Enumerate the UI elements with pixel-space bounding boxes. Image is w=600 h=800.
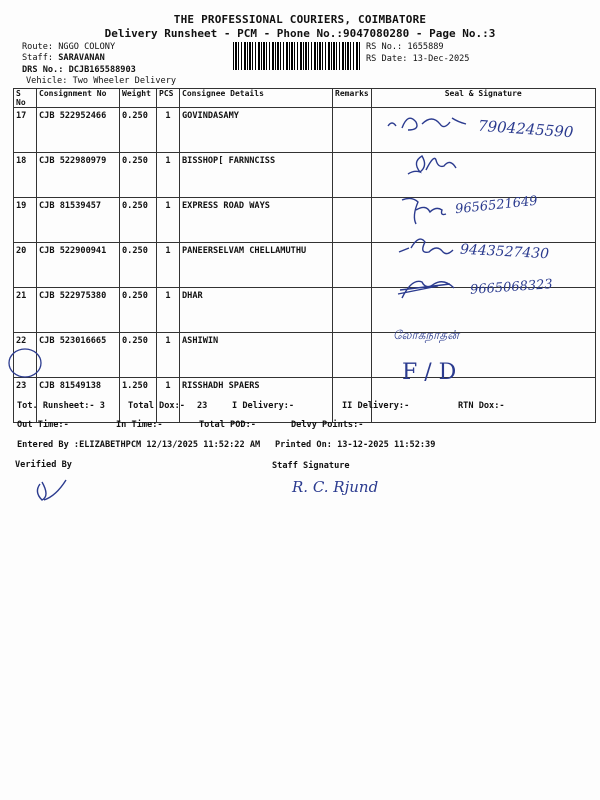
cell-consignment: CJB 522975380 <box>37 288 120 333</box>
total-dox-label: Total Dox:- <box>128 401 185 411</box>
cell-pcs: 1 <box>157 288 180 333</box>
staff-signature-label: Staff Signature <box>272 461 350 471</box>
cell-remarks <box>333 333 372 378</box>
cell-consignment: CJB 522980979 <box>37 153 120 198</box>
cell-consignee: BISSHOP[ FARNNCISS <box>180 153 333 198</box>
cell-pcs: 1 <box>157 333 180 378</box>
cell-pcs: 1 <box>157 378 180 423</box>
cell-weight: 0.250 <box>120 243 157 288</box>
cell-weight: 0.250 <box>120 333 157 378</box>
handwritten-phone: 7904245590 <box>477 116 574 142</box>
table-header-row <box>14 89 596 108</box>
table-row <box>14 378 596 423</box>
col-remarks: Remarks <box>333 89 372 108</box>
cell-sno: 19 <box>14 198 37 243</box>
cell-weight: 0.250 <box>120 198 157 243</box>
cell-sno: 23 <box>14 378 37 423</box>
staff-line <box>22 53 105 63</box>
printed-on: Printed On: 13-12-2025 11:52:39 <box>275 440 436 450</box>
table-row <box>14 333 596 378</box>
tot-runsheet: Tot. Runsheet:- 3 <box>17 401 105 411</box>
col-sno: S No <box>14 89 37 108</box>
cell-weight: 1.250 <box>120 378 157 423</box>
cell-consignment: CJB 522900941 <box>37 243 120 288</box>
signature-scribble <box>380 108 480 136</box>
verified-by-label: Verified By <box>15 460 72 470</box>
delvy-points: Delvy Points:- <box>291 420 364 430</box>
cell-sno: 20 <box>14 243 37 288</box>
total-dox-value: 23 <box>197 401 208 411</box>
cell-sno: 18 <box>14 153 37 198</box>
cell-remarks <box>333 198 372 243</box>
cell-pcs: 1 <box>157 198 180 243</box>
cell-remarks <box>333 108 372 153</box>
total-pod: Total POD:- <box>199 420 256 430</box>
rs-number: RS No.: 1655889 <box>366 42 444 52</box>
in-time: In Time:- <box>116 420 163 430</box>
page-subtitle: Delivery Runsheet - PCM - Phone No.:9047080280 - Page No.:3 <box>104 27 496 40</box>
cell-remarks <box>333 378 372 423</box>
cell-consignee: DHAR <box>180 288 333 333</box>
staff-label: Staff: <box>22 53 54 63</box>
cell-remarks <box>333 153 372 198</box>
cell-pcs: 1 <box>157 243 180 288</box>
staff-name: SARAVANAN <box>58 53 105 63</box>
cell-consignee: RISSHADH SPAERS <box>180 378 333 423</box>
drs-number: DRS No.: DCJB165588903 <box>22 65 136 75</box>
cell-consignee: ASHIWIN <box>180 333 333 378</box>
ii-delivery: II Delivery:- <box>342 401 410 411</box>
rtn-dox: RTN Dox:- <box>458 401 505 411</box>
page-title: THE PROFESSIONAL COURIERS, COIMBATORE <box>173 13 427 26</box>
rs-date: RS Date: 13-Dec-2025 <box>366 54 470 64</box>
signature-scribble <box>395 234 465 264</box>
cell-sno: 17 <box>14 108 37 153</box>
cell-consignment: CJB 81539457 <box>37 198 120 243</box>
cell-weight: 0.250 <box>120 153 157 198</box>
handwritten-phone: 9665068323 <box>469 277 554 298</box>
cell-consignee: PANEERSELVAM CHELLAMUTHU <box>180 243 333 288</box>
cell-weight: 0.250 <box>120 108 157 153</box>
cell-consignee: EXPRESS ROAD WAYS <box>180 198 333 243</box>
cell-remarks <box>333 243 372 288</box>
signature-scribble <box>392 272 470 304</box>
cell-consignment: CJB 523016665 <box>37 333 120 378</box>
cell-pcs: 1 <box>157 153 180 198</box>
handwritten-fd: F / D <box>402 360 457 385</box>
cell-consignee: GOVINDASAMY <box>180 108 333 153</box>
col-weight: Weight <box>120 89 157 108</box>
handwritten-phone: 9443527430 <box>459 241 550 263</box>
out-time: Out Time:- <box>17 420 69 430</box>
staff-signature: R. C. Rjund <box>292 478 379 496</box>
barcode <box>233 42 361 70</box>
cell-remarks <box>333 288 372 333</box>
cell-weight: 0.250 <box>120 288 157 333</box>
col-pcs: PCS <box>157 89 180 108</box>
col-signature: Seal & Signature <box>371 89 595 108</box>
cell-pcs: 1 <box>157 108 180 153</box>
circle-mark <box>4 345 44 381</box>
i-delivery: I Delivery:- <box>232 401 295 411</box>
route-label: Route: NGGO COLONY <box>22 42 116 52</box>
vehicle-label: Vehicle: Two Wheeler Delivery <box>26 76 177 86</box>
col-consignment: Consignment No <box>37 89 120 108</box>
table-row <box>14 153 596 198</box>
verified-signature <box>30 474 80 508</box>
signature-scribble <box>398 150 468 182</box>
cell-consignment: CJB 522952466 <box>37 108 120 153</box>
entered-by: Entered By :ELIZABETHPCM 12/13/2025 11:52:22 AM <box>17 440 261 450</box>
handwritten-name: லோகநாதன் <box>393 328 459 342</box>
cell-sno: 21 <box>14 288 37 333</box>
cell-sno: 22 <box>14 333 37 378</box>
signature-scribble <box>396 192 456 226</box>
handwritten-phone: 9656521649 <box>454 193 539 218</box>
cell-consignment: CJB 81549138 <box>37 378 120 423</box>
col-consignee: Consignee Details <box>180 89 333 108</box>
